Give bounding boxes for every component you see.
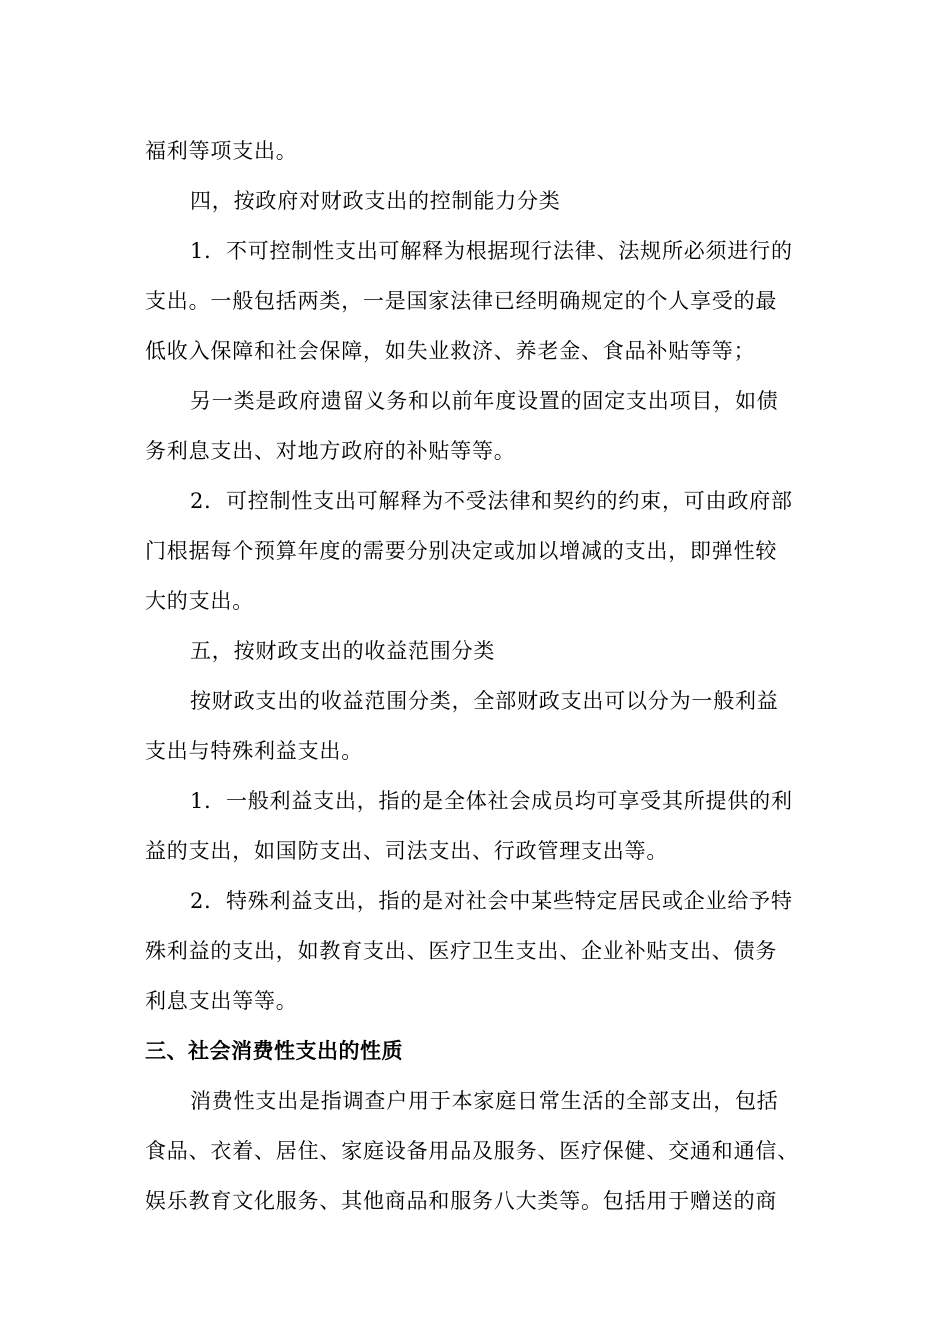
section-heading: 三、社会消费性支出的性质 xyxy=(145,1039,403,1063)
text-line: 2．可控制性支出可解释为不受法律和契约的约束，可由政府部 xyxy=(190,489,793,513)
text-line: 支出与特殊利益支出。 xyxy=(145,739,363,763)
text-line: 娱乐教育文化服务、其他商品和服务八大类等。包括用于赠送的商 xyxy=(145,1189,778,1213)
text-line: 支出。一般包括两类，一是国家法律已经明确规定的个人享受的最 xyxy=(145,289,778,313)
text-line: 低收入保障和社会保障，如失业救济、养老金、食品补贴等等； xyxy=(145,339,756,363)
text-line: 2．特殊利益支出，指的是对社会中某些特定居民或企业给予特 xyxy=(190,889,793,913)
text-line: 按财政支出的收益范围分类，全部财政支出可以分为一般利益 xyxy=(190,689,779,713)
text-line: 1．一般利益支出，指的是全体社会成员均可享受其所提供的利 xyxy=(190,789,793,813)
text-line: 1．不可控制性支出可解释为根据现行法律、法规所必须进行的 xyxy=(190,239,793,263)
section-title: 五，按财政支出的收益范围分类 xyxy=(190,639,496,663)
text-line: 殊利益的支出，如教育支出、医疗卫生支出、企业补贴支出、债务 xyxy=(145,939,778,963)
text-line: 门根据每个预算年度的需要分别决定或加以增减的支出，即弹性较 xyxy=(145,539,778,563)
section-title: 四，按政府对财政支出的控制能力分类 xyxy=(190,189,561,213)
text-line: 食品、衣着、居住、家庭设备用品及服务、医疗保健、交通和通信、 xyxy=(145,1139,799,1163)
text-line: 利息支出等等。 xyxy=(145,989,298,1013)
text-line: 益的支出，如国防支出、司法支出、行政管理支出等。 xyxy=(145,839,669,863)
text-line: 消费性支出是指调查户用于本家庭日常生活的全部支出，包括 xyxy=(190,1089,779,1113)
text-line: 另一类是政府遗留义务和以前年度设置的固定支出项目，如债 xyxy=(190,389,779,413)
text-line: 福利等项支出。 xyxy=(145,139,298,163)
text-line: 大的支出。 xyxy=(145,589,254,613)
text-line: 务利息支出、对地方政府的补贴等等。 xyxy=(145,439,516,463)
